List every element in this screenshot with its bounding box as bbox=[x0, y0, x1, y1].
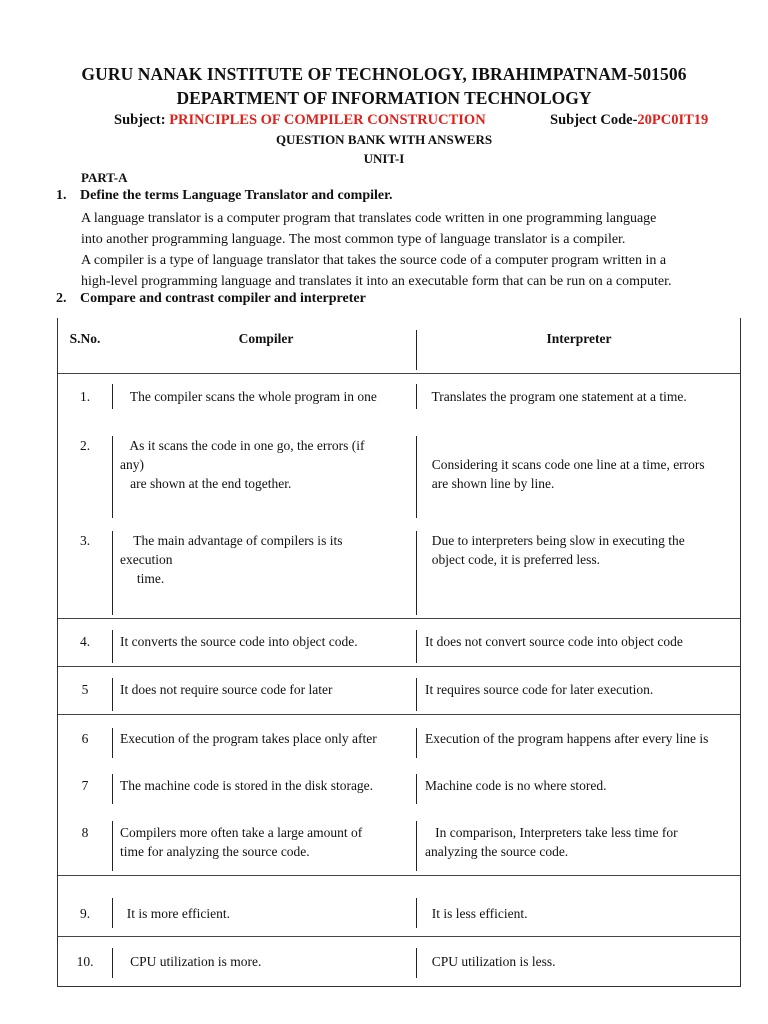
row-sno: 7 bbox=[81, 778, 89, 793]
row-interpreter: It is less efficient. bbox=[425, 906, 528, 921]
row-compiler: It does not require source code for later bbox=[120, 682, 333, 697]
question-1-title: Define the terms Language Translator and compiler. bbox=[80, 188, 393, 203]
row-interpreter: Due to interpreters being slow in executing the object code, it is preferred less. bbox=[431, 533, 685, 567]
row-interpreter: In comparison, Interpreters take less time for analyzing the source code. bbox=[425, 825, 678, 859]
row-sno: 5 bbox=[81, 682, 89, 697]
question-1 bbox=[56, 188, 393, 204]
subject-line bbox=[114, 112, 486, 129]
column-divider bbox=[416, 774, 417, 804]
column-divider bbox=[416, 948, 417, 978]
question-2-title: Compare and contrast compiler and interpreter bbox=[80, 291, 366, 306]
answer-1 bbox=[81, 208, 731, 292]
header-sno: S.No. bbox=[69, 331, 101, 346]
subject-code-value: 20PC0IT19 bbox=[637, 112, 709, 128]
column-divider bbox=[112, 821, 113, 871]
answer-1-line: high-level programming language and translates it into an executable form that can be run on a computer. bbox=[81, 274, 672, 289]
part-heading: PART-A bbox=[81, 170, 128, 185]
row-divider bbox=[58, 373, 740, 374]
row-divider bbox=[58, 618, 740, 619]
column-divider bbox=[112, 678, 113, 711]
header-interpreter: Interpreter bbox=[546, 331, 612, 346]
column-divider bbox=[416, 728, 417, 758]
question-1-number: 1. bbox=[56, 188, 67, 203]
subject-label: Subject: bbox=[114, 112, 170, 128]
row-interpreter: It requires source code for later execution. bbox=[425, 682, 654, 697]
column-divider bbox=[416, 898, 417, 928]
column-divider bbox=[416, 630, 417, 663]
column-divider bbox=[112, 728, 113, 758]
row-sno: 3. bbox=[79, 533, 91, 548]
row-compiler: Compilers more often take a large amount of time for analyzing the source code. bbox=[120, 825, 363, 859]
column-divider bbox=[112, 630, 113, 663]
row-interpreter: Considering it scans code one line at a time, errors are shown line by line. bbox=[431, 457, 705, 491]
row-divider bbox=[58, 666, 740, 667]
row-divider bbox=[58, 936, 740, 937]
column-divider bbox=[416, 384, 417, 409]
column-divider bbox=[112, 531, 113, 615]
row-divider bbox=[58, 714, 740, 715]
row-sno: 1. bbox=[79, 389, 91, 404]
comparison-table bbox=[57, 318, 741, 987]
column-divider bbox=[112, 774, 113, 804]
subject-code-line bbox=[550, 112, 708, 129]
row-sno: 8 bbox=[81, 825, 89, 840]
question-2-number: 2. bbox=[56, 291, 67, 306]
column-divider bbox=[416, 678, 417, 711]
subject-code-label: Subject Code- bbox=[550, 112, 638, 128]
question-2 bbox=[56, 291, 366, 307]
column-divider bbox=[416, 436, 417, 518]
column-divider bbox=[416, 330, 417, 370]
column-divider bbox=[416, 531, 417, 615]
row-compiler: It is more efficient. bbox=[120, 906, 230, 921]
row-divider bbox=[58, 875, 740, 876]
answer-1-line: A compiler is a type of language translator that takes the source code of a computer program written in a bbox=[81, 253, 667, 268]
row-interpreter: Translates the program one statement at a time. bbox=[425, 389, 687, 404]
institute-title: GURU NANAK INSTITUTE OF TECHNOLOGY, IBRAHIMPATNAM-501506 bbox=[81, 64, 687, 84]
column-divider bbox=[112, 436, 113, 518]
answer-1-line: A language translator is a computer program that translates code written in one programming language bbox=[81, 211, 657, 226]
row-interpreter: Execution of the program happens after every line is bbox=[425, 731, 709, 746]
department-title: DEPARTMENT OF INFORMATION TECHNOLOGY bbox=[176, 88, 592, 108]
row-interpreter: It does not convert source code into object code bbox=[425, 634, 683, 649]
question-bank-title: QUESTION BANK WITH ANSWERS bbox=[275, 132, 493, 147]
column-divider bbox=[112, 898, 113, 928]
row-sno: 9. bbox=[79, 906, 91, 921]
row-interpreter: Machine code is no where stored. bbox=[425, 778, 607, 793]
row-interpreter: CPU utilization is less. bbox=[425, 954, 556, 969]
row-compiler: It converts the source code into object code. bbox=[120, 634, 358, 649]
subject-value: PRINCIPLES OF COMPILER CONSTRUCTION bbox=[169, 112, 486, 128]
column-divider bbox=[112, 384, 113, 409]
row-compiler: The compiler scans the whole program in one bbox=[120, 389, 377, 404]
row-sno: 2. bbox=[79, 438, 91, 453]
unit-title: UNIT-I bbox=[363, 151, 405, 166]
header-compiler: Compiler bbox=[238, 331, 294, 346]
column-divider bbox=[416, 821, 417, 871]
row-sno: 6 bbox=[81, 731, 89, 746]
row-sno: 4. bbox=[79, 634, 91, 649]
row-compiler: Execution of the program takes place only after bbox=[120, 731, 377, 746]
row-compiler: The main advantage of compilers is its execution time. bbox=[120, 533, 343, 586]
row-compiler: The machine code is stored in the disk storage. bbox=[120, 778, 374, 793]
column-divider bbox=[112, 948, 113, 978]
row-compiler: As it scans the code in one go, the errors (if any) are shown at the end together. bbox=[120, 438, 365, 491]
row-sno: 10. bbox=[76, 954, 94, 969]
row-compiler: CPU utilization is more. bbox=[120, 954, 262, 969]
answer-1-line: into another programming language. The most common type of language translator is a compiler. bbox=[81, 232, 626, 247]
